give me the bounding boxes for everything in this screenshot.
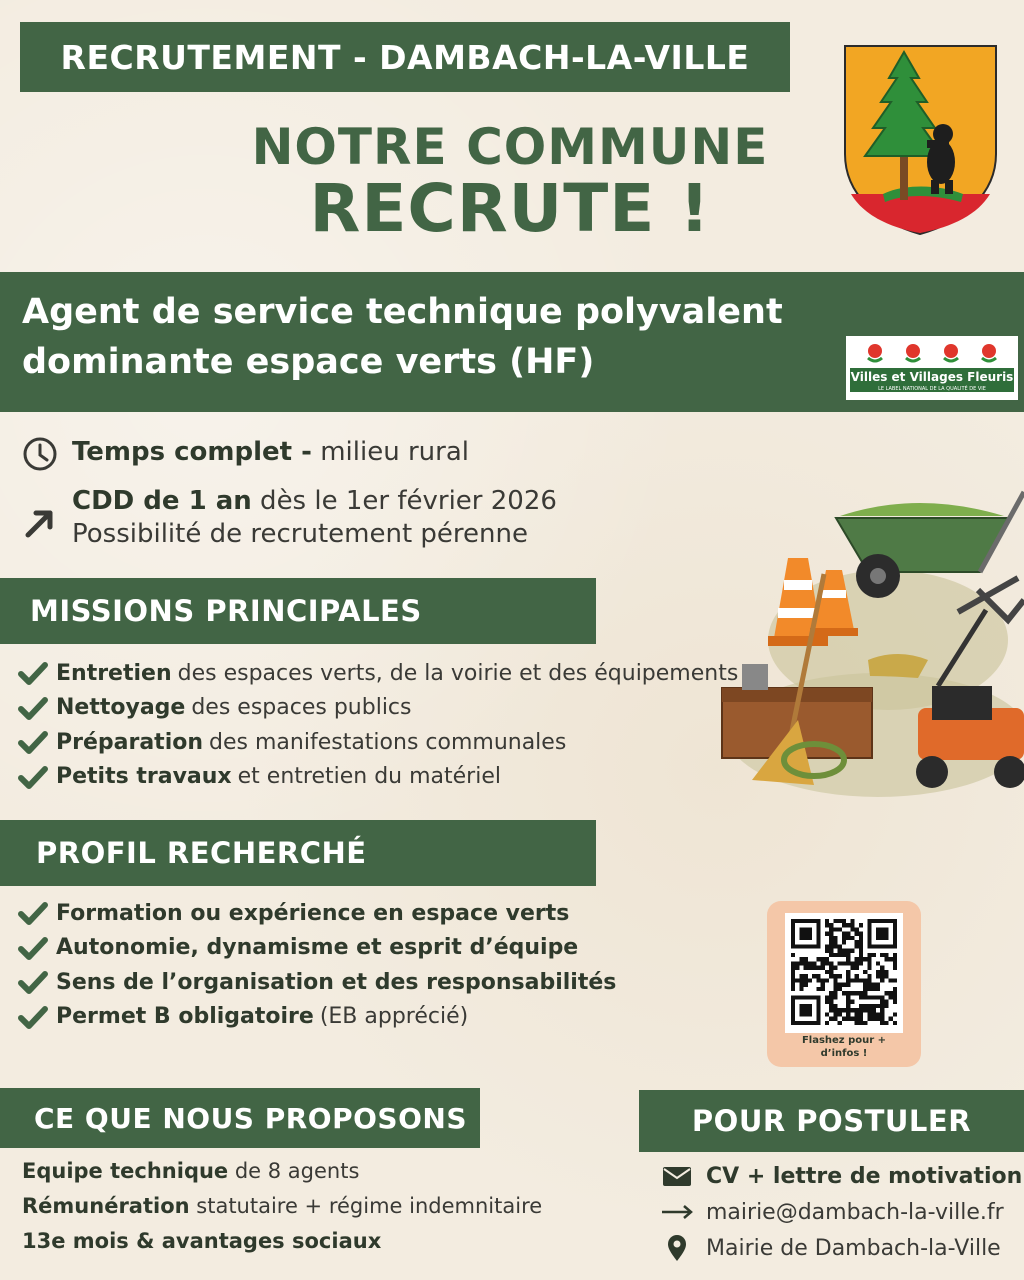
envelope-icon [660, 1162, 694, 1190]
offer-list [22, 1156, 542, 1261]
working-time-row [22, 436, 469, 472]
mission-bold: Préparation [56, 729, 204, 755]
offer-bold: 13e mois & avantages sociaux [22, 1229, 382, 1253]
check-icon [18, 765, 48, 789]
list-item [18, 965, 616, 1000]
mission-rest: et entretien du matériel [237, 764, 501, 790]
gardening-tools-illustration [718, 480, 1024, 810]
missions-list [18, 656, 738, 794]
contract-rest: dès le 1er février 2026 [251, 486, 557, 516]
job-title-line2: dominante espace verts (HF) [22, 342, 595, 382]
qr-caption-line1: Flashez pour + [801, 1035, 887, 1046]
offer-rest: de 8 agents [228, 1159, 360, 1183]
villes-villages-fleuris-logo [846, 336, 1018, 400]
check-icon [18, 970, 48, 994]
apply-email-row[interactable] [660, 1194, 1022, 1230]
apply-address-row [660, 1230, 1022, 1266]
missions-title: MISSIONS PRINCIPALES [30, 594, 422, 628]
list-item [18, 691, 738, 726]
mission-bold: Petits travaux [56, 764, 232, 790]
working-time-rest: milieu rural [311, 437, 469, 467]
label-title: Villes et Villages Fleuris [850, 368, 1014, 392]
list-item [22, 1191, 542, 1226]
profil-list [18, 896, 616, 1034]
flower-icon [864, 342, 886, 364]
label-subtitle: LE LABEL NATIONAL DE LA QUALITÉ DE VIE [878, 386, 986, 392]
check-icon [18, 1005, 48, 1029]
mission-bold: Entretien [56, 660, 172, 686]
check-icon [18, 661, 48, 685]
list-item [18, 1000, 616, 1035]
contract-bold: CDD de 1 an [72, 486, 252, 516]
check-icon [18, 730, 48, 754]
qr-caption-line2: d’infos ! [820, 1048, 868, 1059]
profil-text: Formation ou expérience en espace verts [56, 900, 570, 926]
qr-code[interactable] [791, 919, 897, 1025]
list-item [18, 656, 738, 691]
apply-title: POUR POSTULER [691, 1104, 972, 1138]
clock-icon [22, 436, 58, 472]
list-item [22, 1226, 542, 1261]
contract-row [22, 485, 557, 551]
apply-email-link[interactable]: mairie@dambach-la-ville.fr [706, 1199, 1004, 1225]
header-title: RECRUTEMENT - DAMBACH-LA-VILLE [60, 37, 750, 77]
job-title-line1: Agent de service technique polyvalent [22, 292, 783, 332]
missions-header [0, 578, 596, 644]
flower-icon [902, 342, 924, 364]
qr-card[interactable] [767, 901, 921, 1067]
apply-header [639, 1090, 1024, 1152]
header-bar [20, 22, 790, 92]
offer-rest: statutaire + régime indemnitaire [189, 1194, 543, 1218]
long-arrow-icon [660, 1198, 694, 1226]
apply-list [660, 1158, 1022, 1266]
apply-documents: CV + lettre de motivation [706, 1163, 1023, 1189]
offer-bold: Equipe technique [22, 1159, 229, 1183]
check-icon [18, 901, 48, 925]
list-item [18, 931, 616, 966]
profil-extra: (EB apprécié) [319, 1004, 469, 1030]
list-item [18, 725, 738, 760]
flower-icon [940, 342, 962, 364]
profil-header [0, 820, 596, 886]
profil-text: Autonomie, dynamisme et esprit d’équipe [56, 935, 579, 961]
mission-rest: des espaces verts, de la voirie et des équipements [177, 660, 739, 686]
contract-note: Possibilité de recrutement pérenne [72, 519, 528, 549]
working-time-bold: Temps complet - [72, 437, 312, 467]
apply-address: Mairie de Dambach-la-Ville [706, 1235, 1001, 1261]
offer-title: CE QUE NOUS PROPOSONS [34, 1101, 468, 1135]
flower-icon [978, 342, 1000, 364]
arrow-icon [22, 505, 58, 541]
offer-bold: Rémunération [22, 1194, 190, 1218]
mission-rest: des manifestations communales [209, 729, 567, 755]
mission-rest: des espaces publics [191, 695, 412, 721]
apply-documents-row [660, 1158, 1022, 1194]
mission-bold: Nettoyage [56, 695, 186, 721]
headline-line1: NOTRE COMMUNE [251, 118, 769, 176]
profil-title: PROFIL RECHERCHÉ [36, 836, 367, 870]
check-icon [18, 936, 48, 960]
coat-of-arms-logo [843, 44, 998, 236]
list-item [18, 896, 616, 931]
list-item [22, 1156, 542, 1191]
profil-text: Sens de l’organisation et des responsabilités [56, 969, 617, 995]
offer-header [0, 1088, 480, 1148]
profil-text: Permet B obligatoire [56, 1004, 314, 1030]
map-pin-icon [660, 1234, 694, 1262]
check-icon [18, 696, 48, 720]
headline-line2: RECRUTE ! [309, 170, 711, 247]
list-item [18, 760, 738, 795]
job-title-band [0, 272, 1024, 412]
